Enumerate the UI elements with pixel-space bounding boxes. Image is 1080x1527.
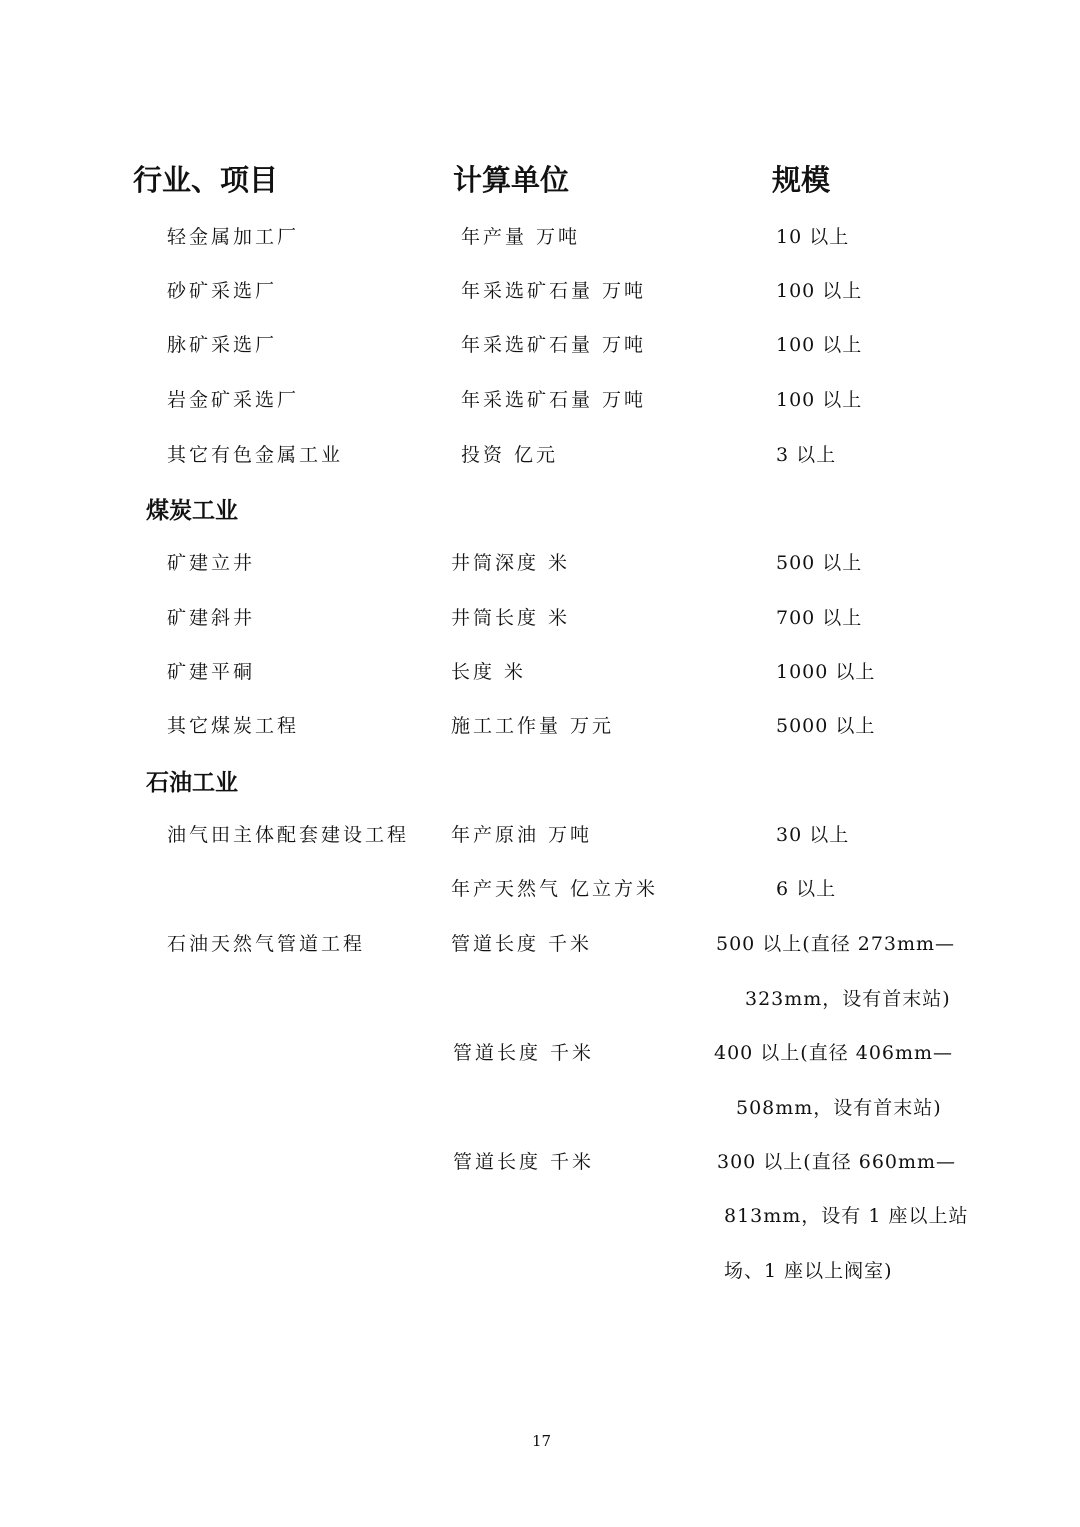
row-scale: 500 以上 [776, 552, 863, 574]
row-scale: 3 以上 [776, 444, 837, 466]
row-unit: 年产天然气 亿立方米 [451, 878, 659, 900]
row-scale: 100 以上 [776, 334, 863, 356]
row-scale: 10 以上 [776, 226, 850, 248]
row-item: 砂矿采选厂 [167, 280, 278, 302]
row-unit: 井筒长度 米 [451, 607, 571, 629]
row-scale: 100 以上 [776, 389, 863, 411]
row-item: 脉矿采选厂 [167, 334, 278, 356]
row-unit: 施工工作量 万元 [451, 715, 615, 737]
row-unit: 长度 米 [451, 661, 527, 683]
row-item: 岩金矿采选厂 [167, 389, 300, 411]
row-scale: 700 以上 [776, 607, 863, 629]
row-scale: 1000 以上 [776, 661, 876, 683]
column-header-unit: 计算单位 [453, 163, 570, 197]
row-item: 油气田主体配套建设工程 [167, 824, 410, 846]
row-scale-line: 300 以上(直径 660mm— [717, 1151, 957, 1173]
row-scale: 6 以上 [776, 878, 837, 900]
row-item: 矿建平硐 [167, 661, 256, 683]
column-header-scale: 规模 [772, 163, 831, 197]
row-item: 轻金属加工厂 [167, 226, 300, 248]
row-item: 矿建斜井 [167, 607, 256, 629]
row-unit: 管道长度 千米 [451, 933, 593, 955]
row-scale-line: 400 以上(直径 406mm— [714, 1042, 954, 1064]
row-item: 石油天然气管道工程 [167, 933, 366, 955]
row-unit: 年产量 万吨 [461, 226, 581, 248]
row-unit: 井筒深度 米 [451, 552, 571, 574]
column-header-item: 行业、项目 [133, 163, 279, 197]
page-number: 17 [532, 1432, 552, 1450]
row-unit: 投资 亿元 [461, 444, 559, 466]
row-unit: 年采选矿石量 万吨 [461, 389, 647, 411]
section-title-oil: 石油工业 [146, 770, 238, 796]
row-scale-line: 323mm，设有首末站) [745, 988, 951, 1010]
row-unit: 年采选矿石量 万吨 [461, 280, 647, 302]
row-scale-line: 813mm，设有 1 座以上站 [724, 1205, 969, 1227]
row-scale-line: 500 以上(直径 273mm— [716, 933, 956, 955]
row-scale: 5000 以上 [776, 715, 876, 737]
row-unit: 管道长度 千米 [453, 1151, 595, 1173]
row-item: 其它有色金属工业 [167, 444, 344, 466]
row-scale: 100 以上 [776, 280, 863, 302]
row-scale-line: 场、1 座以上阀室) [724, 1260, 893, 1282]
row-scale-line: 508mm，设有首末站) [736, 1097, 942, 1119]
section-title-coal: 煤炭工业 [146, 498, 238, 524]
row-unit: 年产原油 万吨 [451, 824, 593, 846]
row-unit: 管道长度 千米 [453, 1042, 595, 1064]
row-unit: 年采选矿石量 万吨 [461, 334, 647, 356]
row-item: 其它煤炭工程 [167, 715, 300, 737]
row-item: 矿建立井 [167, 552, 256, 574]
row-scale: 30 以上 [776, 824, 850, 846]
